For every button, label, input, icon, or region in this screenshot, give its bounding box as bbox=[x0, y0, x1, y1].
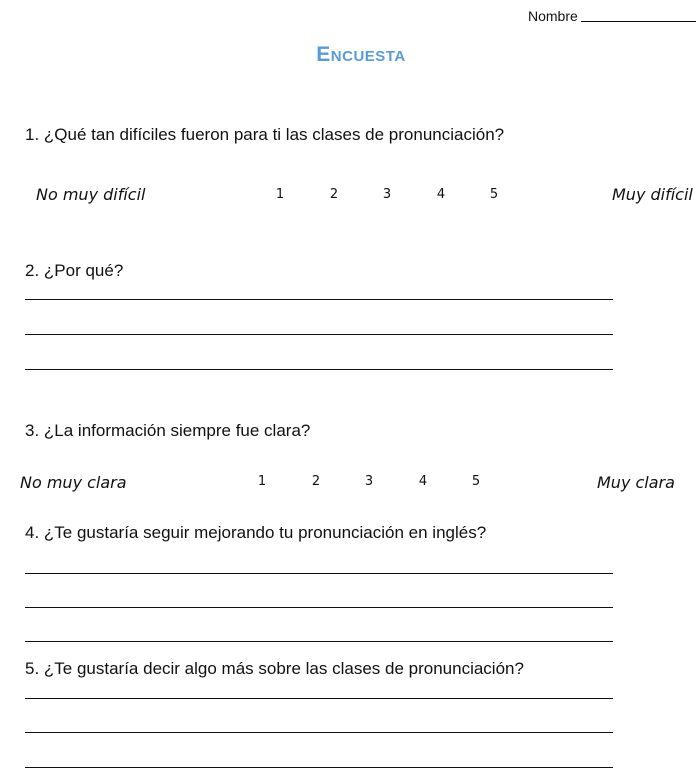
answer-line[interactable] bbox=[25, 767, 613, 768]
answer-line[interactable] bbox=[25, 732, 613, 733]
answer-line[interactable] bbox=[25, 607, 613, 608]
scale-1-option-1[interactable]: 1 bbox=[275, 187, 285, 202]
scale-3-low-label: No muy clara bbox=[20, 473, 127, 492]
answer-line[interactable] bbox=[25, 299, 613, 300]
answer-line[interactable] bbox=[25, 369, 613, 370]
scale-1-option-4[interactable]: 4 bbox=[436, 187, 446, 202]
answer-line[interactable] bbox=[25, 698, 613, 699]
scale-1-high-label: Muy difícil bbox=[612, 185, 693, 204]
scale-3-option-1[interactable]: 1 bbox=[257, 474, 267, 489]
name-label: Nombre bbox=[528, 8, 578, 24]
scale-3-option-2[interactable]: 2 bbox=[311, 474, 321, 489]
scale-3-option-4[interactable]: 4 bbox=[418, 474, 428, 489]
name-field-line[interactable] bbox=[581, 21, 696, 22]
scale-3-high-label: Muy clara bbox=[597, 473, 675, 492]
question-4: 4. ¿Te gustaría seguir mejorando tu pronunciación en inglés? bbox=[25, 523, 487, 542]
scale-1-option-2[interactable]: 2 bbox=[329, 187, 339, 202]
answer-line[interactable] bbox=[25, 334, 613, 335]
scale-1-option-5[interactable]: 5 bbox=[489, 187, 499, 202]
question-3: 3. ¿La información siempre fue clara? bbox=[25, 421, 311, 440]
scale-1-low-label: No muy difícil bbox=[36, 185, 146, 204]
question-5: 5. ¿Te gustaría decir algo más sobre las clases de pronunciación? bbox=[25, 659, 524, 678]
scale-3-option-5[interactable]: 5 bbox=[471, 474, 481, 489]
question-2: 2. ¿Por qué? bbox=[25, 261, 124, 280]
answer-line[interactable] bbox=[25, 573, 613, 574]
page-title: Encuesta bbox=[316, 43, 406, 66]
scale-1-option-3[interactable]: 3 bbox=[382, 187, 392, 202]
scale-3-option-3[interactable]: 3 bbox=[364, 474, 374, 489]
answer-line[interactable] bbox=[25, 641, 613, 642]
question-1: 1. ¿Qué tan difíciles fueron para ti las clases de pronunciación? bbox=[25, 125, 505, 144]
